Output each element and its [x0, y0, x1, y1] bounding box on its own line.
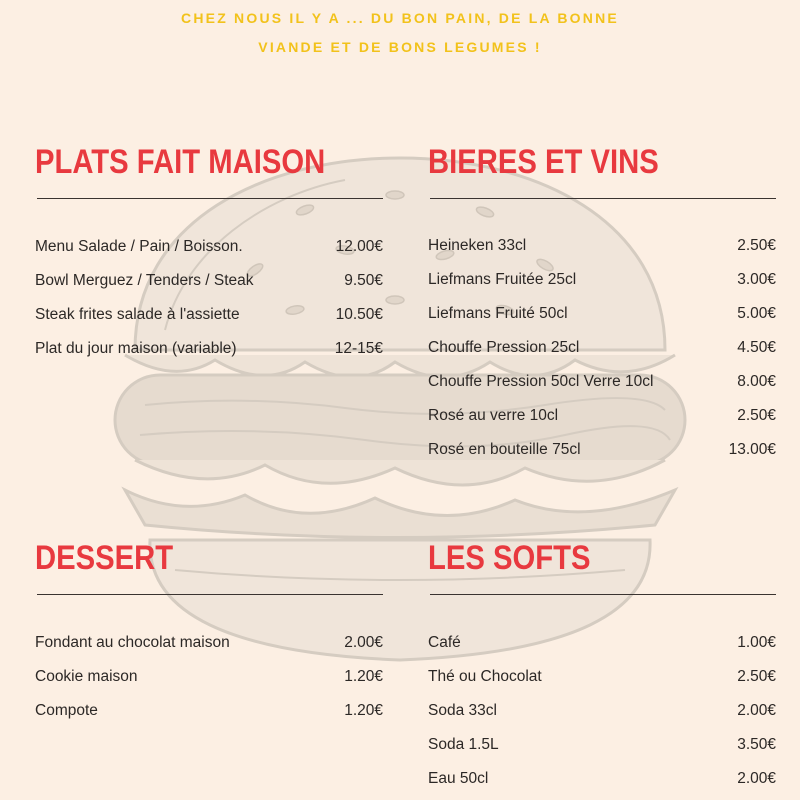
menu-item [428, 229, 776, 263]
menu-item [428, 263, 776, 297]
item-name: Bowl Merguez / Tenders / Steak [35, 272, 254, 289]
item-price: 2.00€ [737, 770, 776, 787]
item-price: 12-15€ [334, 340, 383, 357]
menu-item [428, 728, 776, 762]
item-price: 2.50€ [737, 407, 776, 424]
menu-item [428, 660, 776, 694]
item-name: Fondant au chocolat maison [35, 634, 230, 651]
menu-item [428, 694, 776, 728]
item-price: 4.50€ [737, 339, 776, 356]
menu-item [428, 626, 776, 660]
item-name: Café [428, 634, 461, 651]
menu-item [35, 332, 383, 366]
menu-item [35, 694, 383, 728]
tagline-line-1: CHEZ NOUS IL Y A ... DU BON PAIN, DE LA BONNE [181, 10, 619, 26]
menu-item [428, 399, 776, 433]
item-name: Menu Salade / Pain / Boisson. [35, 238, 243, 255]
item-name: Chouffe Pression 50cl Verre 10cl [428, 373, 654, 390]
item-name: Rosé au verre 10cl [428, 407, 559, 424]
item-price: 8.00€ [737, 373, 776, 390]
item-price: 2.50€ [737, 237, 776, 254]
section-softs [428, 538, 776, 787]
menu-item [35, 298, 383, 332]
section-title: DESSERT [35, 539, 174, 577]
item-name: Eau 50cl [428, 770, 489, 787]
item-price: 3.00€ [737, 271, 776, 288]
menu-item [428, 365, 776, 399]
section-divider [37, 198, 383, 199]
item-price: 3.50€ [737, 736, 776, 753]
section-dessert [35, 538, 383, 719]
item-price: 1.20€ [344, 668, 383, 685]
item-price: 2.00€ [344, 634, 383, 651]
menu-item [35, 626, 383, 660]
item-list [35, 626, 383, 728]
tagline-line-2: VIANDE ET DE BONS LEGUMES ! [258, 39, 542, 55]
item-price: 1.00€ [737, 634, 776, 651]
menu-item [428, 297, 776, 331]
tagline [0, 4, 800, 62]
item-list [428, 229, 776, 467]
item-price: 10.50€ [335, 306, 383, 323]
item-name: Soda 1.5L [428, 736, 499, 753]
item-price: 2.00€ [737, 702, 776, 719]
menu-item [35, 230, 383, 264]
section-title: LES SOFTS [428, 539, 591, 577]
item-name: Liefmans Fruitée 25cl [428, 271, 577, 288]
section-divider [37, 594, 383, 595]
item-price: 2.50€ [737, 668, 776, 685]
item-price: 9.50€ [344, 272, 383, 289]
menu-item [428, 762, 776, 796]
item-list [428, 626, 776, 796]
item-name: Liefmans Fruité 50cl [428, 305, 568, 322]
section-bieres [428, 142, 776, 458]
section-divider [430, 198, 776, 199]
section-title: BIERES ET VINS [428, 143, 659, 181]
item-price: 13.00€ [728, 441, 776, 458]
item-price: 5.00€ [737, 305, 776, 322]
item-price: 12.00€ [335, 238, 383, 255]
menu-item [428, 331, 776, 365]
section-divider [430, 594, 776, 595]
item-price: 1.20€ [344, 702, 383, 719]
item-list [35, 230, 383, 366]
section-title: PLATS FAIT MAISON [35, 143, 326, 181]
item-name: Plat du jour maison (variable) [35, 340, 237, 357]
menu-item [35, 660, 383, 694]
item-name: Rosé en bouteille 75cl [428, 441, 581, 458]
menu-item [35, 264, 383, 298]
item-name: Cookie maison [35, 668, 138, 685]
item-name: Heineken 33cl [428, 237, 527, 254]
item-name: Steak frites salade à l'assiette [35, 306, 240, 323]
item-name: Thé ou Chocolat [428, 668, 542, 685]
item-name: Chouffe Pression 25cl [428, 339, 580, 356]
item-name: Soda 33cl [428, 702, 497, 719]
menu-item [428, 433, 776, 467]
section-plats [35, 142, 383, 357]
item-name: Compote [35, 702, 98, 719]
